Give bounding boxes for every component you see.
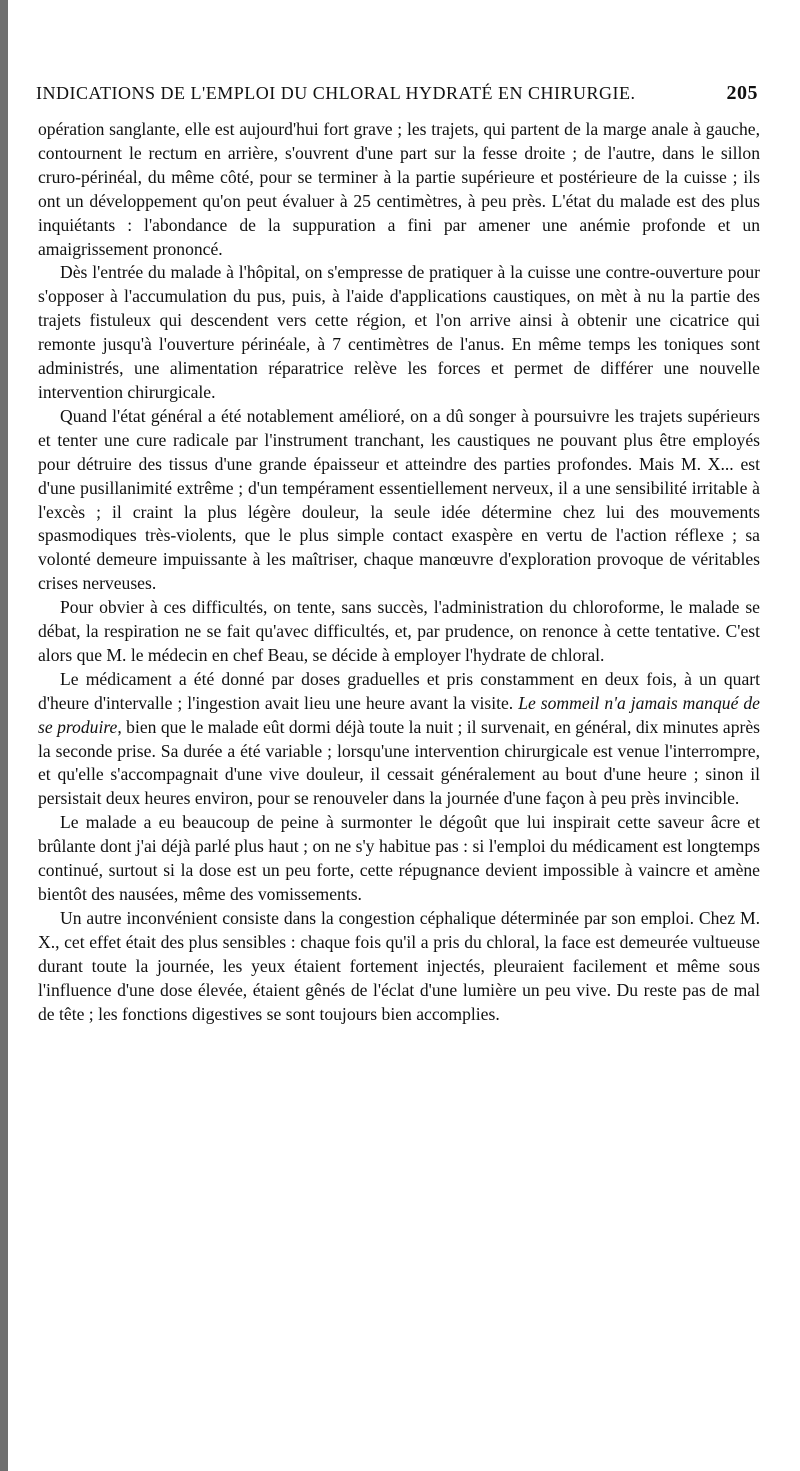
running-header [36,82,758,105]
paragraph-4: Pour obvier à ces difficultés, on tente, sans succès, l'administration du chloroforme, le malade se débat, la respiration ne se fait qu'avec difficultés, et, par prudence, on renonce à cette tentative. C'est alors que M. le médecin en chef Beau, se décide à employer l'hydrate de chloral. [38,597,760,665]
paragraph-3: Quand l'état général a été notablement amélioré, on a dû songer à poursuivre les trajets supérieurs et tenter une cure radicale par l'instrument tranchant, les caustiques ne pouvant plus être employés pour détruire des tissus d'une grande épaisseur et atteindre des parties profondes. Mais M. X... est d'une pusillanimité extrême ; d'un tempérament essentiellement nerveux, il a une sensibilité irritable à l'excès ; il craint la plus légère douleur, la seule idée détermine chez lui des mouvements spasmodiques très-violents, que le plus simple contact exaspère en vertu de l'action réflexe ; sa volonté demeure impuissante à les maîtriser, chaque manœuvre d'exploration provoque de véritables crises nerveuses. [38,405,760,594]
page-number: 205 [726,82,758,104]
paragraph-5-italic-phrase: Le sommeil n'a jamais manqué de se produire [38,692,760,737]
paragraph-6: Le malade a eu beaucoup de peine à surmonter le dégoût que lui inspirait cette saveur âcre et brûlante dont j'ai déjà parlé plus haut ; on ne s'y habitue pas : si l'emploi du médicament est longtemps continué, surtout si la dose est un peu forte, cette répugnance devient impossible à vaincre et amène bientôt des nausées, même des vomissements. [38,812,760,904]
paragraph-5-text-before: Le médicament a été donné par doses graduelles et pris constamment en deux fois, à un quart d'heure d'intervalle ; l'ingestion avait lieu une heure avant la visite. [38,668,760,713]
paragraph-1: opération sanglante, elle est aujourd'hui fort grave ; les trajets, qui partent de la marge anale à gauche, contournent le rectum en arrière, s'ouvrent d'une part sur la fesse droite ; de l'autre, dans le sillon cruro-périnéal, du même côté, pour se terminer à la partie supérieure et postérieure de la cuisse ; ils ont un développement qu'on peut évaluer à 25 centimètres, à peu près. L'état du malade est des plus inquiétants : l'abondance de la suppuration a fini par amener une anémie profonde et un amaigrissement prononcé. [38,119,760,259]
page-binding-edge [0,0,8,1471]
body-text [38,118,760,1026]
running-title: INDICATIONS DE L'EMPLOI DU CHLORAL HYDRATÉ EN CHIRURGIE. [36,83,636,103]
paragraph-5 [38,668,760,811]
paragraph-2: Dès l'entrée du malade à l'hôpital, on s'empresse de pratiquer à la cuisse une contre-ouverture pour s'opposer à l'accumulation du pus, puis, à l'aide d'applications caustiques, on mèt à nu la partie des trajets fistuleux qui descendent vers cette région, et l'on arrive ainsi à obtenir une cicatrice qui remonte jusqu'à l'ouverture périnéale, à 7 centimètres de l'anus. En même temps les toniques sont administrés, une alimentation réparatrice relève les forces et permet de différer une nouvelle intervention chirurgicale. [38,262,760,402]
paragraph-5-text-after: , bien que le malade eût dormi déjà toute la nuit ; il survenait, en général, dix minutes après la seconde prise. Sa durée a été variable ; lorsqu'une intervention chirurgicale est venue l'interrompre, et qu'elle s'accompagnait d'une vive douleur, il cessait généralement au bout d'une heure ; sinon il persistait deux heures environ, pour se renouveler dans la journée d'une façon à peu près invincible. [38,716,761,809]
paragraph-7: Un autre inconvénient consiste dans la congestion céphalique déterminée par son emploi. Chez M. X., cet effet était des plus sensibles : chaque fois qu'il a pris du chloral, la face est demeurée vultueuse durant toute la journée, les yeux étaient fortement injectés, pleuraient facilement et même sous l'influence d'une dose élevée, étaient gênés de l'éclat d'une lumière un peu vive. Du reste pas de mal de tête ; les fonctions digestives se sont toujours bien accomplies. [38,907,760,1024]
